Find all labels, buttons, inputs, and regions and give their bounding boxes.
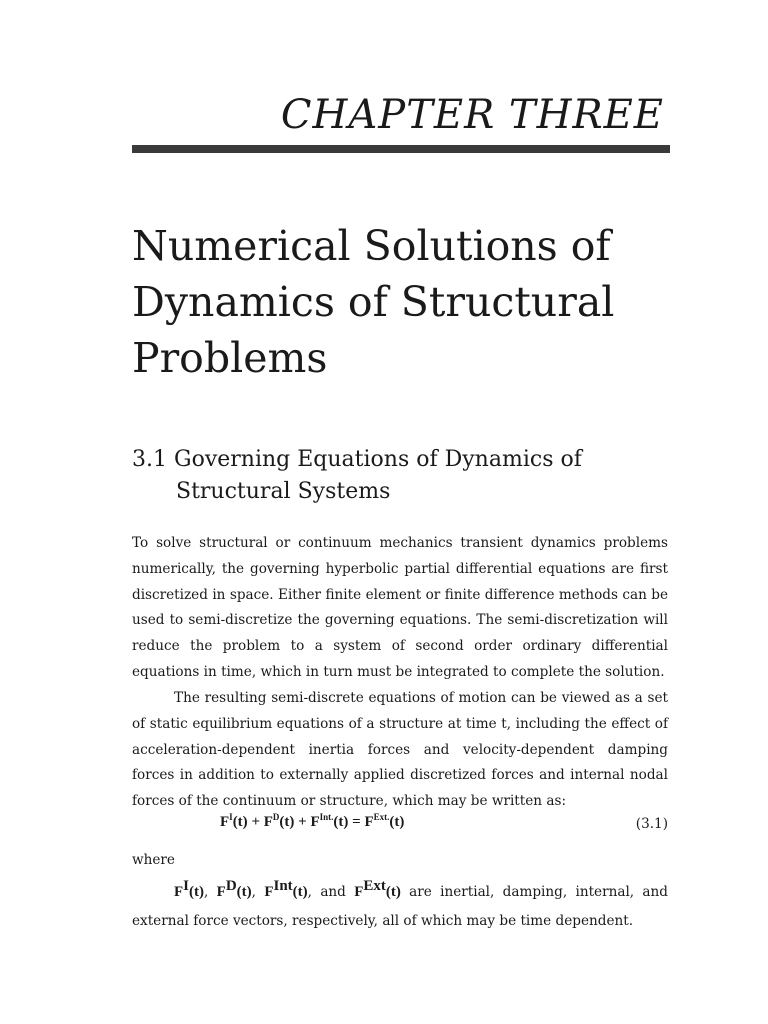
sym-t-2: (t) [236,884,252,900]
section-number: 3.1 [132,447,167,472]
eq-sup-internal: Int. [319,812,334,822]
sym-comma-and: , [307,884,321,900]
eq-equals: = [348,814,365,830]
eq-f-damping: F [263,814,273,830]
sym-comma-2: , [251,884,265,900]
eq-f-internal: F [310,814,320,830]
section-title-line-2: Structural Systems [176,479,391,504]
paragraph-1: To solve structural or continuum mechanics transient dynamics problems numerically, the governing hyperbolic partial differential equations are first discretized in space. Either finite element or finite difference methods can be used to semi-discretize the governing equations. The semi-discretization will reduce the problem to a system of second order ordinary differential equations in time, which in turn must be integrated to complete the solution. [132,535,668,680]
where-label: where [132,852,175,868]
eq-f-inertial: F [220,814,230,830]
section-heading [132,444,692,508]
sym-t-3: (t) [292,884,308,900]
chapter-title [132,218,692,386]
paragraph-2: The resulting semi-discrete equations of motion can be viewed as a set of static equilibrium equations of a structure at time t, including the effect of acceleration-dependent inertia forces and velocity-dependent damping forces in addition to externally applied discretized forces and internal nodal forces of the continuum or structure, which may be written as: [132,690,668,810]
sym-t-4: (t) [385,884,401,900]
section-title-line-1: Governing Equations of Dynamics of [174,447,582,472]
sym-t-1: (t) [189,884,205,900]
sym-sup-internal: Int [273,878,293,894]
paragraph-3-tail-2: external force vectors, respectively, all of which may be time dependent. [132,913,634,929]
equation-number: (3.1) [635,816,668,832]
eq-plus-2: + [294,814,311,830]
equation-3-1 [220,814,668,842]
eq-sup-damping: D [272,812,280,822]
paragraph-3-tail-1: are inertial, damping, internal, and [409,884,668,900]
chapter-label: CHAPTER THREE [280,92,664,138]
eq-t-3: (t) [333,814,349,830]
chapter-title-line-1: Numerical Solutions of [132,222,611,270]
paragraph-3 [132,878,668,936]
eq-sup-external: Ext. [373,812,390,822]
chapter-rule [132,145,670,153]
sym-sup-external: Ext [363,878,386,894]
eq-t-4: (t) [389,814,405,830]
chapter-title-line-3: Problems [132,334,328,382]
eq-t-1: (t) [232,814,248,830]
eq-plus-1: + [247,814,264,830]
sym-f-inertial: F [174,884,184,900]
sym-comma-1: , [204,884,217,900]
paragraph-3-line-1 [132,878,668,907]
sym-sup-inertial: I [183,878,190,894]
sym-sup-damping: D [225,878,237,894]
sym-f-external: F [354,884,364,900]
sym-f-damping: F [216,884,226,900]
eq-f-external: F [364,814,374,830]
sym-and: and [320,884,355,900]
equation-body [220,814,404,831]
eq-sup-inertial: I [229,812,233,822]
chapter-title-line-2: Dynamics of Structural [132,278,615,326]
eq-t-2: (t) [279,814,295,830]
sym-f-internal: F [264,884,274,900]
